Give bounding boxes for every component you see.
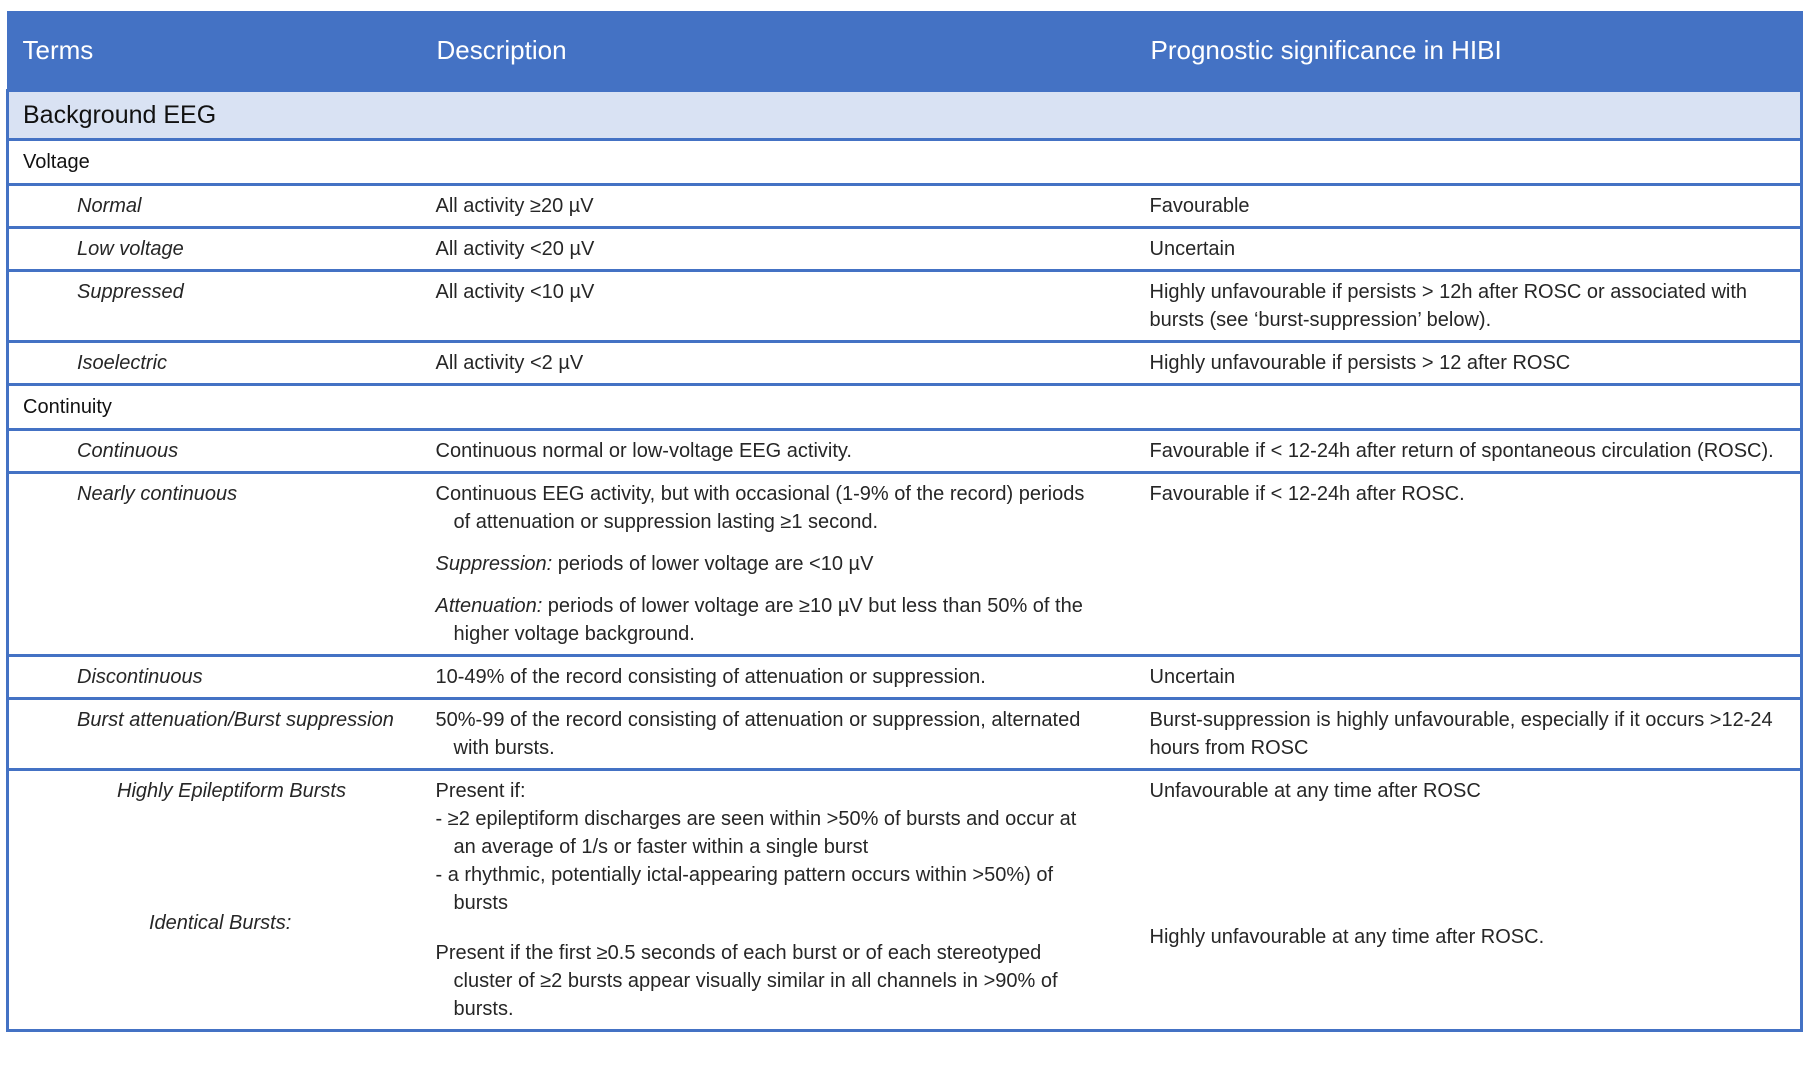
prognosis-cell: Highly unfavourable if persists > 12 after ROSC xyxy=(1136,342,1802,385)
header-terms: Terms xyxy=(8,11,422,91)
description-text: 50%-99 of the record consisting of attenuation or suppression, alternated with bursts. xyxy=(435,709,1081,759)
group-row-continuity xyxy=(8,385,1802,430)
description-cell: All activity ≥20 µV xyxy=(422,185,1136,228)
description-cell: All activity <2 µV xyxy=(422,342,1136,385)
group-label-continuity: Continuity xyxy=(8,385,1802,430)
suppression-definition xyxy=(436,550,1096,578)
prognosis-cell: Burst-suppression is highly unfavourable, especially if it occurs >12-24 hours from ROSC xyxy=(1136,699,1802,770)
bullet-item: - ≥2 epileptiform discharges are seen within >50% of bursts and occur at an average of 1/s or faster within a single burst xyxy=(435,808,1077,858)
suppression-text: periods of lower voltage are <10 µV xyxy=(552,553,874,575)
attenuation-label: Attenuation: xyxy=(435,595,543,617)
prognosis-cell xyxy=(1136,770,1802,1031)
header-description: Description xyxy=(422,11,1136,91)
table-row xyxy=(8,770,1802,1031)
table-row xyxy=(8,699,1802,770)
description-cell: Continuous normal or low-voltage EEG activity. xyxy=(422,430,1136,473)
prognosis-cell: Uncertain xyxy=(1136,228,1802,271)
table-row xyxy=(8,271,1802,342)
present-if-label: Present if: xyxy=(435,780,526,802)
table-row xyxy=(8,656,1802,699)
epileptiform-prognosis: Unfavourable at any time after ROSC xyxy=(1149,780,1481,802)
description-cell: All activity <10 µV xyxy=(422,271,1136,342)
table xyxy=(6,11,1803,1032)
table-row xyxy=(8,473,1802,656)
header-prognostic: Prognostic significance in HIBI xyxy=(1136,11,1802,91)
bullet-item: - a rhythmic, potentially ictal-appearing pattern occurs within >50%) of bursts xyxy=(435,864,1054,914)
section-row xyxy=(8,91,1802,140)
eeg-terms-table xyxy=(6,11,1800,1032)
prognosis-cell: Uncertain xyxy=(1136,656,1802,699)
term-cell: Burst attenuation/Burst suppression xyxy=(8,699,422,770)
table-row xyxy=(8,185,1802,228)
term-cell: Continuous xyxy=(8,430,422,473)
description-text: Continuous EEG activity, but with occasional (1-9% of the record) periods of attenuation or suppression lasting ≥1 second. xyxy=(435,483,1085,533)
identical-description: Present if the first ≥0.5 seconds of each burst or of each stereotyped cluster of ≥2 bursts appear visually similar in all channels in >90% of bursts. xyxy=(435,942,1058,1020)
attenuation-definition xyxy=(436,592,1096,648)
table-row xyxy=(8,430,1802,473)
description-cell: 10-49% of the record consisting of attenuation or suppression. xyxy=(422,656,1136,699)
term-cell: Discontinuous xyxy=(8,656,422,699)
table-row xyxy=(8,342,1802,385)
description-cell xyxy=(422,473,1136,656)
table-row xyxy=(8,228,1802,271)
group-label-voltage: Voltage xyxy=(8,140,1802,185)
table-header-row xyxy=(8,11,1802,91)
term-cell xyxy=(8,770,422,1031)
term-cell: Isoelectric xyxy=(8,342,422,385)
subterm-identical-bursts: Identical Bursts: xyxy=(149,912,292,934)
description-cell xyxy=(422,699,1136,770)
attenuation-text: periods of lower voltage are ≥10 µV but less than 50% of the higher voltage background. xyxy=(453,595,1083,645)
suppression-label: Suppression: xyxy=(435,553,553,575)
identical-prognosis: Highly unfavourable at any time after ROSC. xyxy=(1149,926,1545,948)
prognosis-cell: Favourable if < 12-24h after return of spontaneous circulation (ROSC). xyxy=(1136,430,1802,473)
term-cell: Suppressed xyxy=(8,271,422,342)
description-cell: All activity <20 µV xyxy=(422,228,1136,271)
description-cell xyxy=(422,770,1136,1031)
section-title: Background EEG xyxy=(8,91,1802,140)
prognosis-cell: Favourable if < 12-24h after ROSC. xyxy=(1136,473,1802,656)
subterm-highly-epileptiform: Highly Epileptiform Bursts xyxy=(117,780,346,802)
term-cell: Normal xyxy=(8,185,422,228)
term-cell: Nearly continuous xyxy=(8,473,422,656)
prognosis-cell: Highly unfavourable if persists > 12h after ROSC or associated with bursts (see ‘burst-suppression’ below). xyxy=(1136,271,1802,342)
term-cell: Low voltage xyxy=(8,228,422,271)
prognosis-cell: Favourable xyxy=(1136,185,1802,228)
group-row-voltage xyxy=(8,140,1802,185)
